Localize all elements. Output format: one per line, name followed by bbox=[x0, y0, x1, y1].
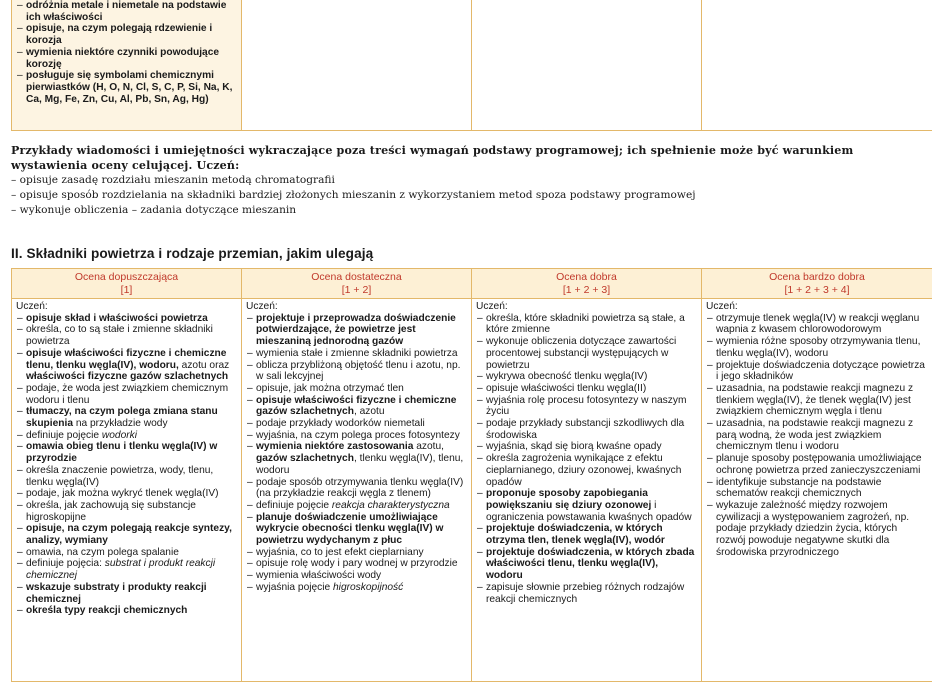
list-item bbox=[706, 360, 928, 383]
item-text: podaje, jak można wykryć tlenek węgla(IV) bbox=[26, 488, 219, 499]
grade-col-2 bbox=[242, 299, 472, 682]
list-item bbox=[16, 582, 237, 605]
item-text: określa, co to są stałe i zmienne składniki powietrza bbox=[26, 324, 213, 347]
list-item bbox=[476, 453, 697, 488]
item-text: wymienia niektóre czynniki powodujące korozję bbox=[26, 47, 219, 70]
list-item bbox=[16, 430, 237, 442]
list-item bbox=[706, 336, 928, 359]
item-text: wykonuje obliczenia dotyczące zawartości procentowej substancji występujących w powietrzu bbox=[486, 336, 676, 370]
item-text: opisuje, jak można otrzymać tlen bbox=[256, 383, 404, 394]
list-item bbox=[706, 383, 928, 418]
uczen-label: Uczeń: bbox=[476, 301, 697, 313]
item-text: reakcja charakterystyczna bbox=[332, 500, 450, 511]
item-text: planuje sposoby postępowania umożliwiające ochronę powietrza przed zanieczyszczeniami bbox=[716, 453, 922, 476]
beyond-curriculum-block bbox=[11, 143, 928, 218]
item-text: zapisuje słownie przebieg różnych rodzajów reakcji chemicznych bbox=[486, 582, 684, 605]
grade-col-1 bbox=[12, 299, 242, 682]
list-item bbox=[16, 324, 237, 347]
item-text: opisuje skład i właściwości powietrza bbox=[26, 313, 208, 324]
item-text: higroskopijność bbox=[333, 582, 403, 593]
list-item bbox=[246, 582, 467, 594]
item-text: opisuje właściwości fizyczne i chemiczne gazów szlachetnych bbox=[256, 395, 456, 418]
item-text: podaje przykłady substancji szkodliwych dla środowiska bbox=[486, 418, 684, 441]
item-text: tłumaczy, na czym polega zmiana stanu skupienia bbox=[26, 406, 218, 429]
beyond-item: – opisuje sposób rozdzielania na składniki bardziej złożonych mieszanin z wykorzystaniem metod spoza podstawy programowej bbox=[11, 188, 928, 203]
requirements-list bbox=[16, 0, 237, 105]
beyond-item: – wykonuje obliczenia – zadania dotyczące mieszanin bbox=[11, 203, 928, 218]
list-item bbox=[476, 395, 697, 418]
beyond-intro: Przykłady wiadomości i umiejętności wykraczające poza treści wymagań podstawy programowej; ich spełnienie może być warunkiem wystawienia oceny celującej. Uczeń: bbox=[11, 143, 928, 173]
beyond-item: – opisuje zasadę rozdziału mieszanin metodą chromatografii bbox=[11, 173, 928, 188]
uczen-label: Uczeń: bbox=[246, 301, 467, 313]
item-text: wyjaśnia, co to jest efekt cieplarniany bbox=[256, 547, 424, 558]
list-item bbox=[476, 418, 697, 441]
item-text: proponuje sposoby zapobiegania powiększaniu się dziury ozonowej bbox=[486, 488, 651, 511]
list-item bbox=[16, 383, 237, 406]
item-text: wyjaśnia, na czym polega proces fotosyntezy bbox=[256, 430, 460, 441]
list-item bbox=[246, 500, 467, 512]
list-item bbox=[16, 558, 237, 581]
list-item bbox=[706, 418, 928, 453]
top-col-2 bbox=[242, 0, 472, 131]
list-item bbox=[706, 477, 928, 500]
top-col-1 bbox=[12, 0, 242, 131]
item-text: , azotu bbox=[354, 406, 385, 417]
top-col-3 bbox=[472, 0, 702, 131]
grade-header-3 bbox=[472, 269, 702, 299]
item-text: definiuje pojęcia: bbox=[26, 558, 105, 569]
grade-name: Ocena dopuszczająca bbox=[75, 271, 178, 283]
list-item bbox=[246, 477, 467, 500]
list-item bbox=[16, 605, 237, 617]
list-item bbox=[706, 500, 928, 559]
item-text: określa, jak zachowują się substancje higroskopijne bbox=[26, 500, 196, 523]
item-text: posługuje się symbolami chemicznymi pierwiastków (H, O, N, Cl, S, C, P, Si, Na, K, Ca, Mg, Fe, Zn, Cu, Al, Pb, Sn, Ag, Hg) bbox=[26, 70, 232, 104]
list-item bbox=[246, 430, 467, 442]
item-text: wymienia niektóre zastosowania bbox=[256, 441, 413, 452]
list-item bbox=[476, 441, 697, 453]
item-text: opisuje, na czym polegają reakcje syntezy, analizy, wymiany bbox=[26, 523, 232, 546]
requirements-list bbox=[16, 313, 237, 617]
item-text: i ograniczenia powstawania kwaśnych opadów bbox=[486, 500, 692, 523]
item-text: wodorki bbox=[102, 430, 137, 441]
requirements-list bbox=[246, 313, 467, 594]
table-row bbox=[12, 0, 932, 131]
item-text: właściwości fizyczne gazów szlachetnych bbox=[26, 371, 228, 382]
item-text: uzasadnia, na podstawie reakcji magnezu z tlenkiem węgla(IV), że tlenek węgla(IV) jest związkiem chemicznym węgla i tlenu bbox=[716, 383, 913, 417]
item-text: omawia obieg tlenu i tlenku węgla(IV) w przyrodzie bbox=[26, 441, 217, 464]
list-item bbox=[16, 488, 237, 500]
list-item bbox=[16, 23, 237, 46]
top-col-4 bbox=[702, 0, 932, 131]
previous-section-table bbox=[11, 0, 932, 131]
item-text: wskazuje substraty i produkty reakcji chemicznej bbox=[26, 582, 207, 605]
list-item bbox=[246, 418, 467, 430]
list-item bbox=[476, 547, 697, 582]
list-item bbox=[246, 395, 467, 418]
item-text: projektuje doświadczenia dotyczące powietrza i jego składników bbox=[716, 360, 925, 383]
item-text: , tlenku węgla(IV), tlenu, wodoru bbox=[256, 453, 463, 476]
item-text: substrat i produkt reakcji chemicznej bbox=[26, 558, 215, 581]
list-item bbox=[16, 523, 237, 546]
grade-range: [1] bbox=[121, 284, 133, 296]
item-text: oblicza przybliżoną objętość tlenu i azotu, np. w sali lekcyjnej bbox=[256, 360, 460, 383]
list-item bbox=[16, 348, 237, 383]
grade-header-1 bbox=[12, 269, 242, 299]
grade-range: [1 + 2] bbox=[342, 284, 371, 296]
list-item bbox=[246, 441, 467, 476]
section-title: II. Składniki powietrza i rodzaje przemian, jakim ulegają bbox=[11, 246, 373, 261]
list-item bbox=[16, 547, 237, 559]
grade-name: Ocena dobra bbox=[556, 271, 617, 283]
item-text: opisuje, na czym polegają rdzewienie i korozja bbox=[26, 23, 212, 46]
uczen-label: Uczeń: bbox=[706, 301, 928, 313]
list-item bbox=[476, 383, 697, 395]
header-row bbox=[12, 269, 932, 299]
grade-name: Ocena dostateczna bbox=[311, 271, 401, 283]
item-text: wyjaśnia rolę procesu fotosyntezy w naszym życiu bbox=[486, 395, 686, 418]
list-item bbox=[476, 582, 697, 605]
list-item bbox=[246, 360, 467, 383]
list-item bbox=[246, 512, 467, 547]
item-text: podaje przykłady wodorków niemetali bbox=[256, 418, 425, 429]
list-item bbox=[246, 547, 467, 559]
item-text: definiuje pojęcie bbox=[256, 500, 332, 511]
list-item bbox=[476, 488, 697, 523]
table-row bbox=[12, 299, 932, 682]
list-item bbox=[246, 558, 467, 570]
list-item bbox=[16, 406, 237, 429]
item-text: wymienia różne sposoby otrzymywania tlenu, tlenku węgla(IV), wodoru bbox=[716, 336, 920, 359]
list-item bbox=[16, 500, 237, 523]
list-item bbox=[16, 0, 237, 23]
list-item bbox=[16, 465, 237, 488]
item-text: planuje doświadczenie umożliwiające wykrycie obecności tlenku węgla(IV) w powietrzu wydychanym z płuc bbox=[256, 512, 443, 546]
item-text: projektuje i przeprowadza doświadczenie potwierdzające, że powietrze jest mieszaniną jednorodną gazów bbox=[256, 313, 456, 347]
grade-col-3 bbox=[472, 299, 702, 682]
item-text: otrzymuje tlenek węgla(IV) w reakcji węglanu wapnia z kwasem chlorowodorowym bbox=[716, 313, 919, 336]
item-text: gazów szlachetnych bbox=[256, 453, 354, 464]
item-text: odróżnia metale i niemetale na podstawie ich właściwości bbox=[26, 0, 226, 23]
item-text: uzasadnia, na podstawie reakcji magnezu z parą wodną, że woda jest związkiem chemicznym tlenu i wodoru bbox=[716, 418, 913, 452]
item-text: określa typy reakcji chemicznych bbox=[26, 605, 187, 616]
grade-header-2 bbox=[242, 269, 472, 299]
requirements-list bbox=[706, 313, 928, 559]
list-item bbox=[706, 453, 928, 476]
list-item bbox=[246, 348, 467, 360]
item-text: wyjaśnia, skąd się biorą kwaśne opady bbox=[486, 441, 662, 452]
list-item bbox=[246, 570, 467, 582]
list-item bbox=[476, 371, 697, 383]
list-item bbox=[476, 313, 697, 336]
item-text: wykazuje zależność między rozwojem cywilizacji a występowaniem zagrożeń, np. podaje przykłady dziedzin życia, których rozwój powoduje negatywne skutki dla środowiska przyrodniczego bbox=[716, 500, 909, 558]
item-text: na przykładzie wody bbox=[73, 418, 168, 429]
list-item bbox=[476, 336, 697, 371]
item-text: określa znaczenie powietrza, wody, tlenu, tlenku węgla(IV) bbox=[26, 465, 213, 488]
item-text: podaje, że woda jest związkiem chemicznym wodoru i tlenu bbox=[26, 383, 228, 406]
item-text: opisuje właściwości tlenku węgla(II) bbox=[486, 383, 646, 394]
item-text: identyfikuje substancje na podstawie schematów reakcji chemicznych bbox=[716, 477, 881, 500]
list-item bbox=[16, 313, 237, 325]
list-item bbox=[16, 70, 237, 105]
item-text: definiuje pojęcie bbox=[26, 430, 102, 441]
list-item bbox=[246, 313, 467, 348]
list-item bbox=[16, 441, 237, 464]
item-text: opisuje rolę wody i pary wodnej w przyrodzie bbox=[256, 558, 458, 569]
item-text: azotu oraz bbox=[179, 360, 229, 371]
uczen-label: Uczeń: bbox=[16, 301, 237, 313]
item-text: wymienia stałe i zmienne składniki powietrza bbox=[256, 348, 458, 359]
list-item bbox=[16, 47, 237, 70]
grades-table bbox=[11, 268, 932, 682]
item-text: określa zagrożenia wynikające z efektu cieplarnianego, dziury ozonowej, kwaśnych opadów bbox=[486, 453, 681, 487]
item-text: projektuje doświadczenia, w których zbada właściwości tlenu, tlenku węgla(IV), wodoru bbox=[486, 547, 694, 581]
item-text: opisuje właściwości fizyczne i chemiczne tlenu, tlenku węgla(IV), wodoru, bbox=[26, 348, 226, 371]
item-text: wykrywa obecność tlenku węgla(IV) bbox=[486, 371, 647, 382]
list-item bbox=[706, 313, 928, 336]
grade-range: [1 + 2 + 3] bbox=[563, 284, 610, 296]
item-text: omawia, na czym polega spalanie bbox=[26, 547, 179, 558]
item-text: podaje sposób otrzymywania tlenku węgla(IV) (na przykładzie reakcji węgla z tlenem) bbox=[256, 477, 463, 500]
requirements-list bbox=[476, 313, 697, 606]
item-text: określa, które składniki powietrza są stałe, a które zmienne bbox=[486, 313, 685, 336]
item-text: azotu, bbox=[413, 441, 444, 452]
item-text: wyjaśnia pojęcie bbox=[256, 582, 333, 593]
grade-range: [1 + 2 + 3 + 4] bbox=[784, 284, 849, 296]
item-text: projektuje doświadczenia, w których otrzyma tlen, tlenek węgla(IV), wodór bbox=[486, 523, 665, 546]
grade-col-4 bbox=[702, 299, 932, 682]
list-item bbox=[246, 383, 467, 395]
grade-name: Ocena bardzo dobra bbox=[769, 271, 865, 283]
item-text: wymienia właściwości wody bbox=[256, 570, 381, 581]
list-item bbox=[476, 523, 697, 546]
grade-header-4 bbox=[702, 269, 932, 299]
